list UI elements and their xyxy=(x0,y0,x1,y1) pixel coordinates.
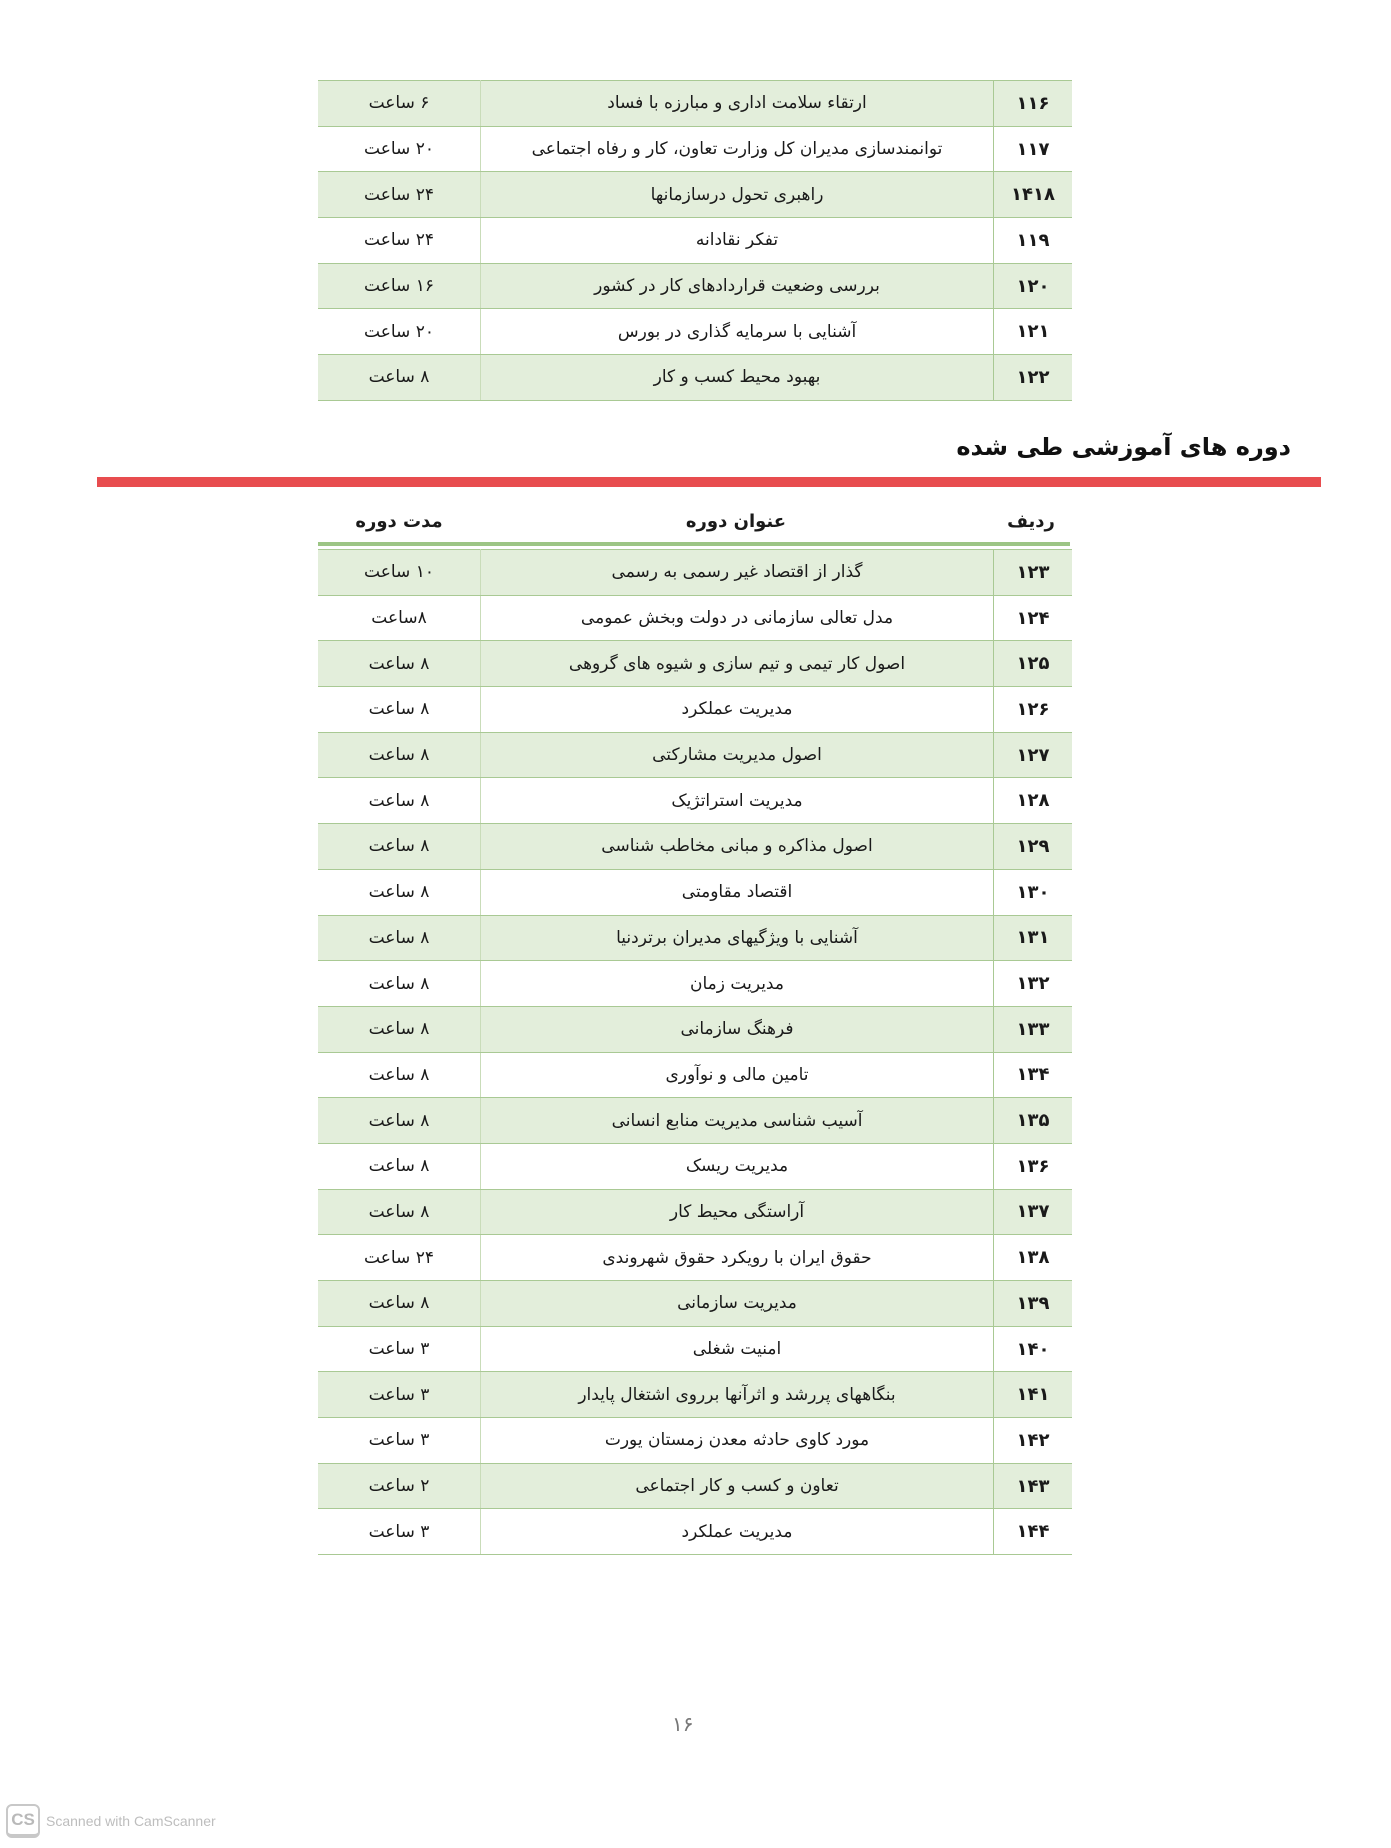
course-title-cell: بهبود محیط کسب و کار xyxy=(481,355,994,401)
course-title-cell: بررسی وضعیت قراردادهای کار در کشور xyxy=(481,263,994,309)
course-title-cell: مدیریت استراتژیک xyxy=(481,778,994,824)
course-title-cell: آراستگی محیط کار xyxy=(481,1189,994,1235)
row-number-cell: ۱۲۳ xyxy=(994,550,1073,596)
completed-courses-table xyxy=(318,549,1072,1555)
course-title-cell: مدیریت ریسک xyxy=(481,1143,994,1189)
duration-cell: ۶ ساعت xyxy=(318,81,481,127)
table-header xyxy=(318,500,1070,546)
table-row xyxy=(318,1235,1072,1281)
duration-cell: ۸ ساعت xyxy=(318,1006,481,1052)
table-row xyxy=(318,778,1072,824)
table-row xyxy=(318,595,1072,641)
table-row xyxy=(318,961,1072,1007)
course-title-cell: امنیت شغلی xyxy=(481,1326,994,1372)
table-row xyxy=(318,263,1072,309)
table-row xyxy=(318,1418,1072,1464)
course-title-cell: اصول مذاکره و مبانی مخاطب شناسی xyxy=(481,824,994,870)
duration-cell: ۸ ساعت xyxy=(318,824,481,870)
duration-cell: ۲۰ ساعت xyxy=(318,126,481,172)
page-number: ۱۶ xyxy=(672,1712,694,1736)
table-row xyxy=(318,641,1072,687)
row-number-cell: ۱۳۷ xyxy=(994,1189,1073,1235)
course-title-cell: فرهنگ سازمانی xyxy=(481,1006,994,1052)
duration-cell: ۸ ساعت xyxy=(318,687,481,733)
row-number-cell: ۱۳۹ xyxy=(994,1281,1073,1327)
course-title-cell: تعاون و کسب و کار اجتماعی xyxy=(481,1463,994,1509)
table-row xyxy=(318,81,1072,127)
courses-table-continued-body xyxy=(318,81,1072,401)
course-title-cell: راهبری تحول درسازمانها xyxy=(481,172,994,218)
duration-cell: ۸ ساعت xyxy=(318,641,481,687)
row-number-cell: ۱۳۴ xyxy=(994,1052,1073,1098)
row-number-cell: ۱۳۳ xyxy=(994,1006,1073,1052)
table-row xyxy=(318,915,1072,961)
course-title-cell: مدیریت عملکرد xyxy=(481,1509,994,1555)
course-title-cell: مورد کاوی حادثه معدن زمستان یورت xyxy=(481,1418,994,1464)
camscanner-logo-icon: CS xyxy=(6,1804,40,1838)
duration-cell: ۸ ساعت xyxy=(318,778,481,824)
row-number-cell: ۱۴۱ xyxy=(994,1372,1073,1418)
row-number-cell: ۱۲۷ xyxy=(994,732,1073,778)
row-number-cell: ۱۳۵ xyxy=(994,1098,1073,1144)
course-title-cell: مدیریت عملکرد xyxy=(481,687,994,733)
table-row xyxy=(318,218,1072,264)
course-title-cell: مدل تعالی سازمانی در دولت وبخش عمومی xyxy=(481,595,994,641)
course-title-cell: تامین مالی و نوآوری xyxy=(481,1052,994,1098)
row-number-cell: ۱۳۸ xyxy=(994,1235,1073,1281)
duration-cell: ۸ ساعت xyxy=(318,1098,481,1144)
course-title-cell: اصول کار تیمی و تیم سازی و شیوه های گروهی xyxy=(481,641,994,687)
row-number-cell: ۱۳۱ xyxy=(994,915,1073,961)
row-number-cell: ۱۴۲ xyxy=(994,1418,1073,1464)
duration-cell: ۲۴ ساعت xyxy=(318,218,481,264)
duration-cell: ۸ ساعت xyxy=(318,732,481,778)
table-row xyxy=(318,1006,1072,1052)
duration-cell: ۲ ساعت xyxy=(318,1463,481,1509)
table-row xyxy=(318,1281,1072,1327)
row-number-cell: ۱۴۴ xyxy=(994,1509,1073,1555)
table-row xyxy=(318,355,1072,401)
row-number-cell: ۱۱۷ xyxy=(994,126,1073,172)
table-row xyxy=(318,1463,1072,1509)
camscanner-watermark xyxy=(6,1804,216,1838)
duration-cell: ۳ ساعت xyxy=(318,1372,481,1418)
watermark-text: Scanned with CamScanner xyxy=(46,1813,216,1829)
row-number-cell: ۱۳۰ xyxy=(994,869,1073,915)
column-header-duration: مدت دوره xyxy=(355,510,443,532)
table-row xyxy=(318,309,1072,355)
table-row xyxy=(318,869,1072,915)
duration-cell: ۲۴ ساعت xyxy=(318,172,481,218)
table-row xyxy=(318,1509,1072,1555)
course-title-cell: بنگاههای پررشد و اثرآنها برروی اشتغال پایدار xyxy=(481,1372,994,1418)
duration-cell: ۸ ساعت xyxy=(318,1189,481,1235)
course-title-cell: آسیب شناسی مدیریت منابع انسانی xyxy=(481,1098,994,1144)
table-row xyxy=(318,824,1072,870)
table-row xyxy=(318,687,1072,733)
row-number-cell: ۱۲۶ xyxy=(994,687,1073,733)
duration-cell: ۳ ساعت xyxy=(318,1326,481,1372)
duration-cell: ۸ ساعت xyxy=(318,1052,481,1098)
row-number-cell: ۱۲۲ xyxy=(994,355,1073,401)
duration-cell: ۱۰ ساعت xyxy=(318,550,481,596)
course-title-cell: آشنایی با سرمایه گذاری در بورس xyxy=(481,309,994,355)
row-number-cell: ۱۲۴ xyxy=(994,595,1073,641)
column-header-course-title: عنوان دوره xyxy=(685,510,787,532)
table-row xyxy=(318,1189,1072,1235)
duration-cell: ۲۴ ساعت xyxy=(318,1235,481,1281)
row-number-cell: ۱۲۸ xyxy=(994,778,1073,824)
course-title-cell: گذار از اقتصاد غیر رسمی به رسمی xyxy=(481,550,994,596)
table-row xyxy=(318,1052,1072,1098)
courses-table-continued xyxy=(318,80,1072,401)
table-row xyxy=(318,172,1072,218)
duration-cell: ۸ ساعت xyxy=(318,355,481,401)
section-title: دوره های آموزشی طی شده xyxy=(956,433,1291,461)
row-number-cell: ۱۳۶ xyxy=(994,1143,1073,1189)
row-number-cell: ۱۴۰ xyxy=(994,1326,1073,1372)
table-row xyxy=(318,1326,1072,1372)
duration-cell: ۸ ساعت xyxy=(318,961,481,1007)
row-number-cell: ۱۲۹ xyxy=(994,824,1073,870)
row-number-cell: ۱۱۹ xyxy=(994,218,1073,264)
row-number-cell: ۱۲۰ xyxy=(994,263,1073,309)
course-title-cell: حقوق ایران با رویکرد حقوق شهروندی xyxy=(481,1235,994,1281)
table-row xyxy=(318,732,1072,778)
duration-cell: ۸ ساعت xyxy=(318,1143,481,1189)
table-row xyxy=(318,1098,1072,1144)
duration-cell: ۳ ساعت xyxy=(318,1418,481,1464)
duration-cell: ۸ ساعت xyxy=(318,915,481,961)
completed-courses-table-body xyxy=(318,550,1072,1555)
course-title-cell: توانمندسازی مدیران کل وزارت تعاون، کار و رفاه اجتماعی xyxy=(481,126,994,172)
column-header-row-number: ردیف xyxy=(1007,510,1055,532)
course-title-cell: تفکر نقادانه xyxy=(481,218,994,264)
row-number-cell: ۱۴۱۸ xyxy=(994,172,1073,218)
duration-cell: ۸ ساعت xyxy=(318,1281,481,1327)
row-number-cell: ۱۴۳ xyxy=(994,1463,1073,1509)
table-row xyxy=(318,1143,1072,1189)
section-divider xyxy=(97,477,1321,487)
course-title-cell: اقتصاد مقاومتی xyxy=(481,869,994,915)
row-number-cell: ۱۱۶ xyxy=(994,81,1073,127)
duration-cell: ۸ ساعت xyxy=(318,869,481,915)
table-row xyxy=(318,550,1072,596)
duration-cell: ۳ ساعت xyxy=(318,1509,481,1555)
table-row xyxy=(318,126,1072,172)
course-title-cell: مدیریت سازمانی xyxy=(481,1281,994,1327)
duration-cell: ۱۶ ساعت xyxy=(318,263,481,309)
duration-cell: ۸ساعت xyxy=(318,595,481,641)
course-title-cell: اصول مدیریت مشارکتی xyxy=(481,732,994,778)
table-row xyxy=(318,1372,1072,1418)
row-number-cell: ۱۳۲ xyxy=(994,961,1073,1007)
row-number-cell: ۱۲۱ xyxy=(994,309,1073,355)
course-title-cell: ارتقاء سلامت اداری و مبارزه با فساد xyxy=(481,81,994,127)
row-number-cell: ۱۲۵ xyxy=(994,641,1073,687)
course-title-cell: مدیریت زمان xyxy=(481,961,994,1007)
duration-cell: ۲۰ ساعت xyxy=(318,309,481,355)
course-title-cell: آشنایی با ویژگیهای مدیران برتردنیا xyxy=(481,915,994,961)
